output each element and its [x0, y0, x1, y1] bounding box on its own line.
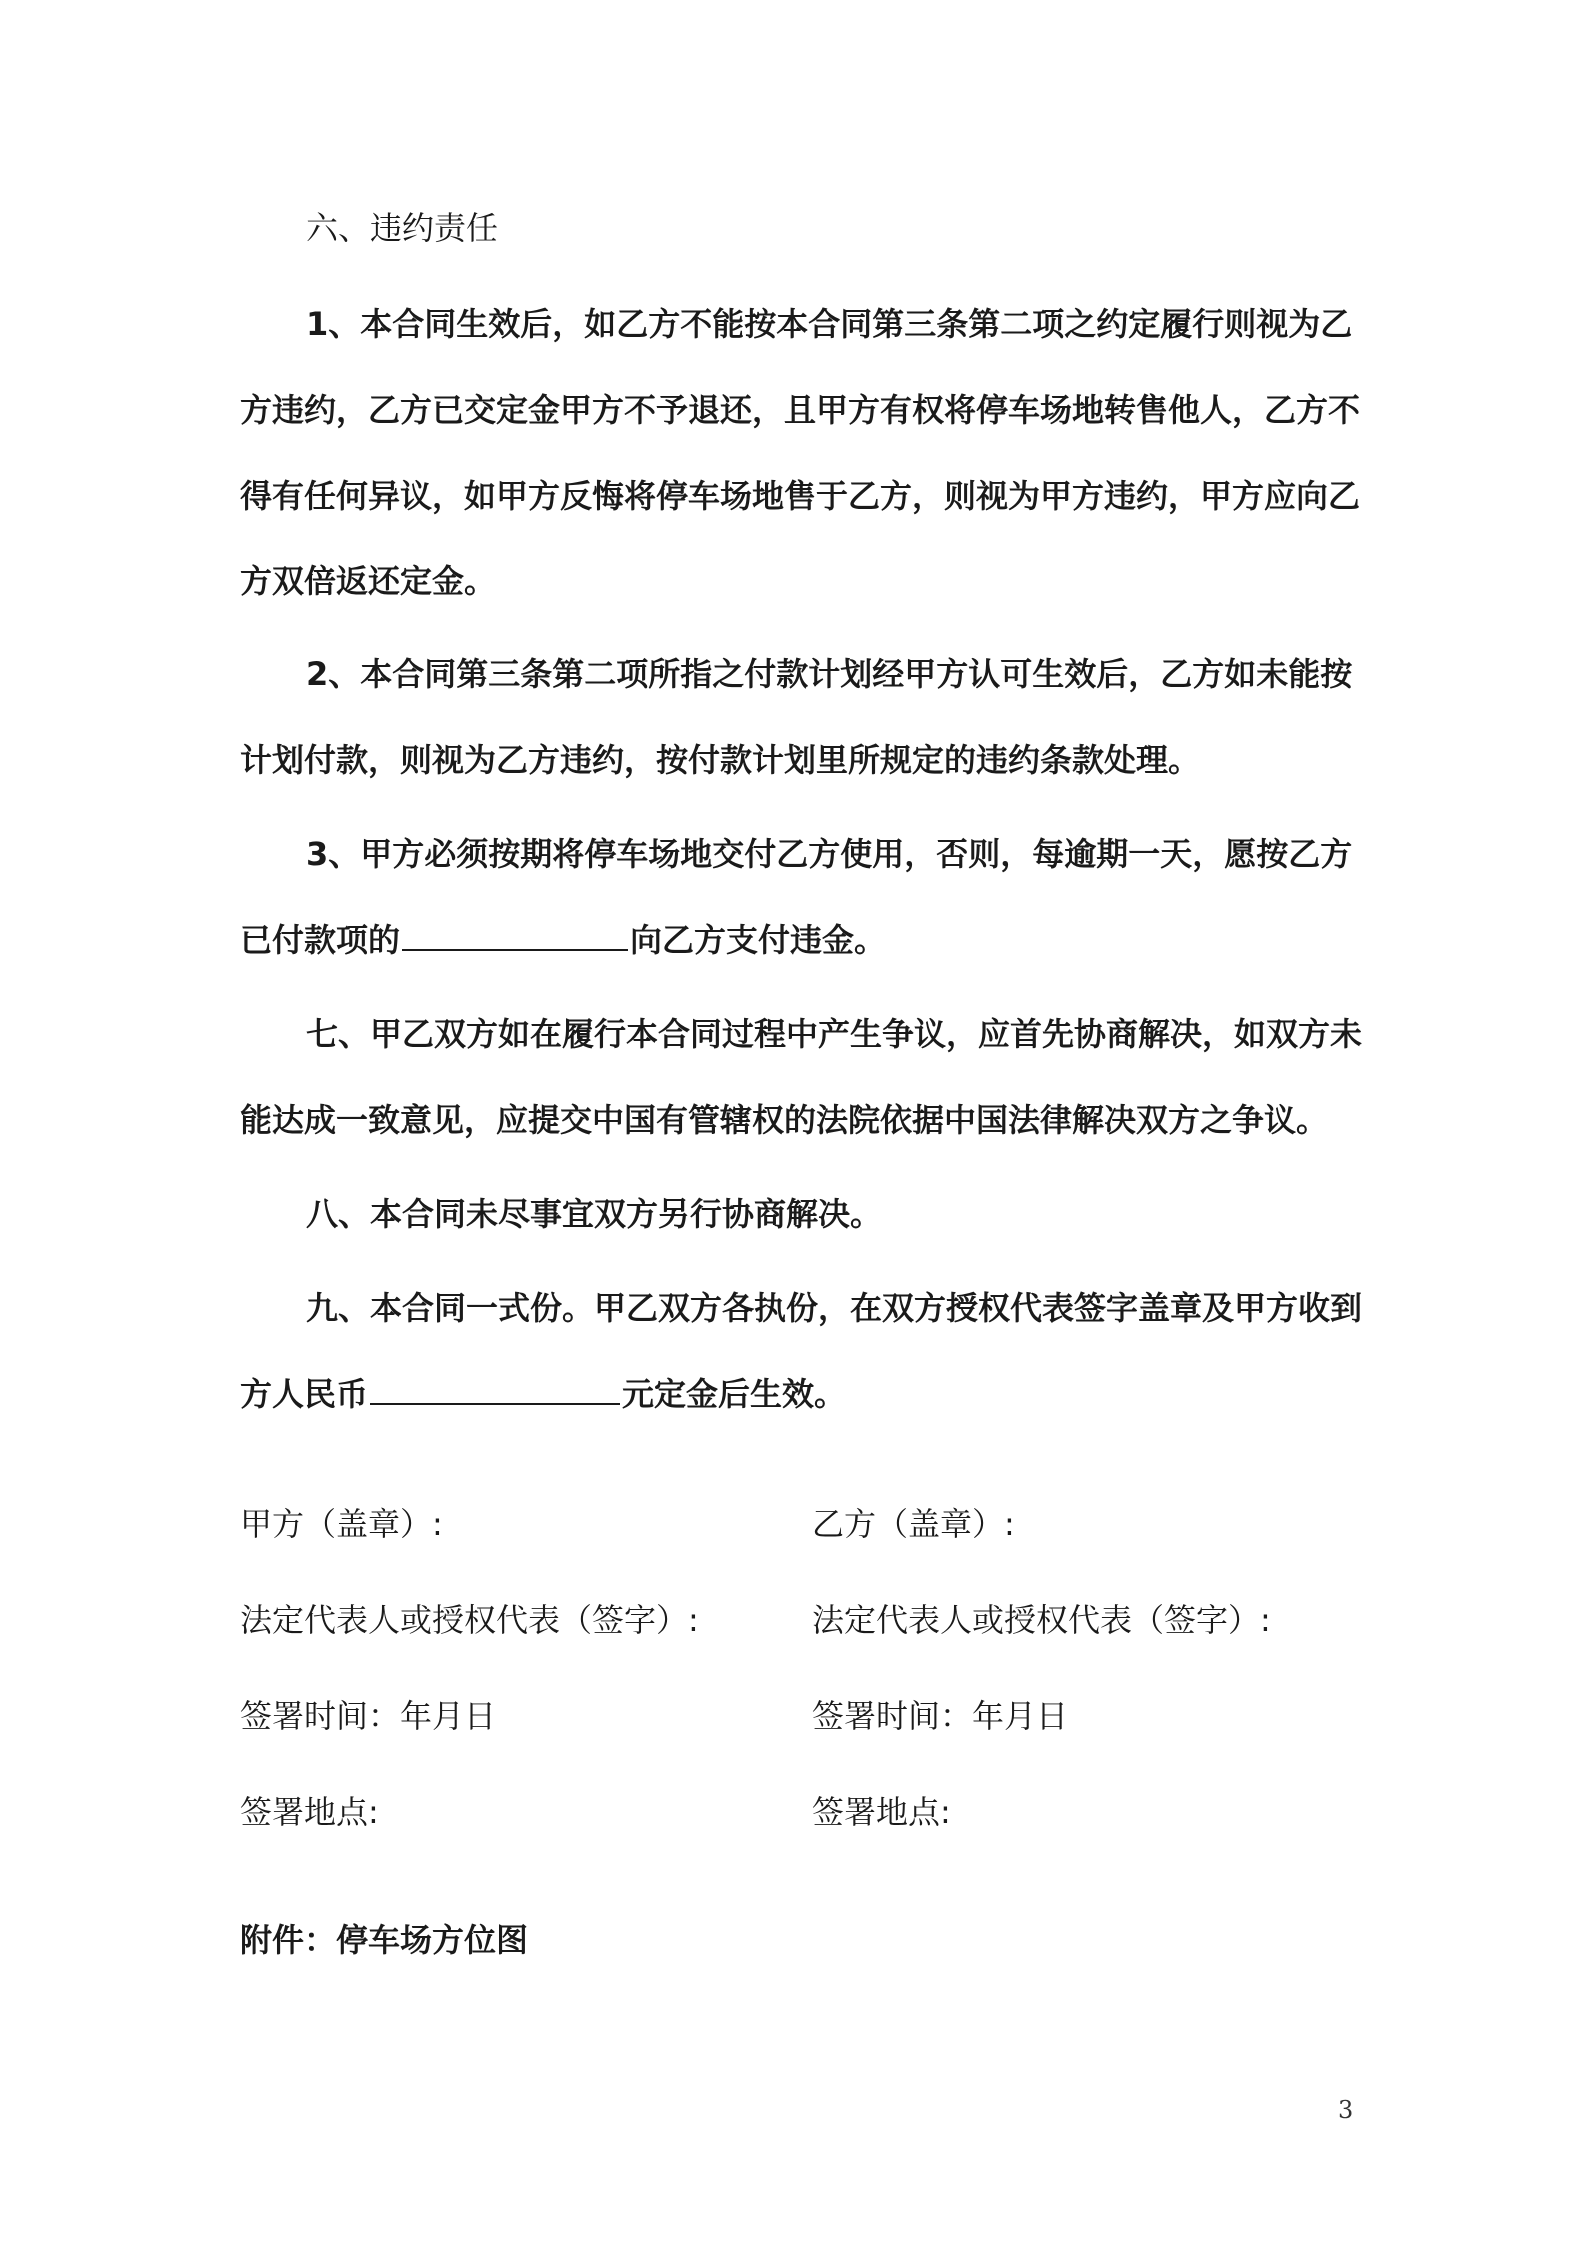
- section-9-line-2: [240, 1372, 1360, 1416]
- party-b-sign-date: 签署时间：年月日: [812, 1697, 1069, 1735]
- deposit-amount-blank: [370, 1373, 620, 1405]
- section-6-heading: 六、违约责任: [306, 209, 499, 247]
- clause-6-1-line-4: 方双倍返还定金。: [240, 562, 497, 600]
- clause-6-1-line-1: 1、本合同生效后，如乙方不能按本合同第三条第二项之约定履行则视为乙: [306, 305, 1353, 343]
- clause-6-2-line-2: 计划付款，则视为乙方违约，按付款计划里所规定的违约条款处理。: [240, 741, 1201, 779]
- party-a-sign-date: 签署时间：年月日: [240, 1697, 497, 1735]
- clause-6-2-line-1: 2、本合同第三条第二项所指之付款计划经甲方认可生效后，乙方如未能按: [306, 655, 1353, 693]
- section-8: 八、本合同未尽事宜双方另行协商解决。: [306, 1195, 883, 1233]
- penalty-rate-blank: [402, 919, 628, 951]
- party-b-sign-place: 签署地点:: [812, 1793, 951, 1831]
- clause-6-3-line-1: 3、甲方必须按期将停车场地交付乙方使用，否则，每逾期一天，愿按乙方: [306, 835, 1353, 873]
- section-9-line-1: 九、本合同一式份。甲乙双方各执份，在双方授权代表签字盖章及甲方收到: [306, 1289, 1363, 1327]
- attachment-note: 附件：停车场方位图: [240, 1921, 529, 1959]
- page-number: 3: [1338, 2096, 1354, 2124]
- clause-6-3-text-after-blank: 向乙方支付违金。: [630, 921, 887, 959]
- section-9-text-before-blank: 方人民币: [240, 1375, 369, 1413]
- clause-6-1-line-2: 方违约，乙方已交定金甲方不予退还，且甲方有权将停车场地转售他人，乙方不: [240, 391, 1361, 429]
- section-9-text-after-blank: 元定金后生效。: [622, 1375, 847, 1413]
- party-b-seal: 乙方（盖章）:: [812, 1505, 1015, 1543]
- party-a-representative: 法定代表人或授权代表（签字）:: [240, 1601, 699, 1639]
- section-7-line-2: 能达成一致意见，应提交中国有管辖权的法院依据中国法律解决双方之争议。: [240, 1101, 1329, 1139]
- party-a-seal: 甲方（盖章）:: [240, 1505, 443, 1543]
- party-a-sign-place: 签署地点:: [240, 1793, 379, 1831]
- section-7-line-1: 七、甲乙双方如在履行本合同过程中产生争议，应首先协商解决，如双方未: [306, 1015, 1363, 1053]
- clause-6-1-line-3: 得有任何异议，如甲方反悔将停车场地售于乙方，则视为甲方违约，甲方应向乙: [240, 477, 1361, 515]
- clause-6-3-text-before-blank: 已付款项的: [240, 921, 401, 959]
- clause-6-3-line-2: [240, 918, 1360, 962]
- party-b-representative: 法定代表人或授权代表（签字）:: [812, 1601, 1271, 1639]
